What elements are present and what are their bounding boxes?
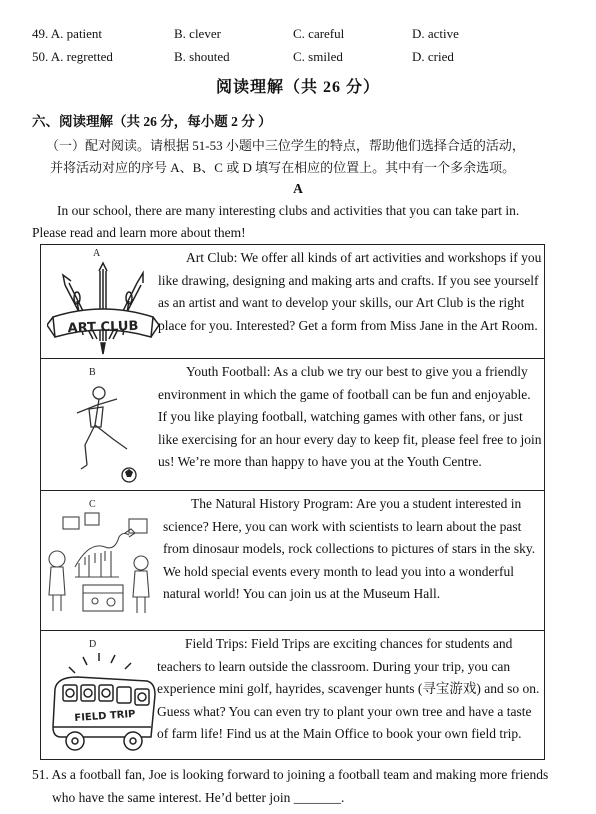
activities-table (40, 244, 545, 760)
activity-a-line: like drawing, designing and making arts and crafts. If you see yourself (158, 272, 539, 288)
activity-a (41, 245, 544, 358)
q50-option-a: 50. A. regretted (32, 49, 113, 64)
activity-letter: B (89, 367, 96, 378)
activity-a-line: as an artist and want to develop your skills, our Art Club is the right (158, 295, 525, 310)
activity-d-line: Guess what? You can even try to plant your own tree and have a taste (157, 703, 532, 719)
activity-d-text (157, 633, 542, 746)
art-club-logo-icon (47, 261, 159, 356)
question-51-line-1: 51. As a football fan, Joe is looking forward to joining a football team and making more friends (32, 767, 549, 782)
intro-line-2: Please read and learn more about them! (32, 225, 246, 240)
activity-b-line: like exercising for an hour every day to keep fit, please feel free to join (158, 431, 542, 447)
activity-a-text (158, 247, 542, 337)
bus-text: FIELD TRIP (74, 708, 136, 725)
activity-c-line: from dinosaur models, rock collections to pictures of stars in the sky. (163, 541, 536, 556)
passage-label: A (293, 181, 303, 196)
instruction-line-2: 并将活动对应的序号 A、B、C 或 D 填写在相应的位置上。其中有一个多余选项。 (50, 160, 516, 175)
activity-c-line: The Natural History Program: Are you a student interested in (191, 496, 522, 511)
q50-option-c: C. smiled (293, 49, 343, 64)
activity-c (41, 490, 544, 630)
activity-a-line: place for you. Interested? Get a form from Miss Jane in the Art Room. (158, 317, 538, 333)
museum-dinosaur-icon (45, 511, 157, 617)
football-player-icon (61, 383, 141, 487)
activity-d-line: Field Trips: Field Trips are exciting chances for students and (185, 636, 513, 651)
activity-b-line: Youth Football: As a club we try our best to give you a friendly (186, 364, 528, 379)
q50-option-d: D. cried (412, 49, 454, 64)
activity-c-line: We hold special events every month to lead you into a wonderful (163, 563, 514, 579)
activity-letter: D (89, 639, 97, 650)
q49-option-d: D. active (412, 26, 459, 41)
instruction-line-1: （一）配对阅读。请根据 51-53 小题中三位学生的特点，帮助他们选择合适的活动， (46, 138, 525, 153)
activity-d-line: experience mini golf, hayrides, scavenger hunts (寻宝游戏) and so on. (157, 681, 540, 696)
part-heading: 六、阅读理解（共 26 分，每小题 2 分 ） (32, 114, 272, 129)
art-club-logo-text: ART CLUB (67, 318, 139, 337)
activity-b-line: us! We’re more than happy to have you at the Youth Centre. (158, 454, 482, 469)
activity-c-line: science? Here, you can work with scientists to learn about the past (163, 518, 522, 534)
activity-b-line: environment in which the game of football can be fun and enjoyable. (158, 386, 531, 402)
activity-b (41, 358, 544, 490)
intro-line-1: In our school, there are many interesting clubs and activities that you can take part in. (57, 203, 520, 218)
activity-b-text (158, 361, 542, 474)
section-title: 阅读理解（共 26 分） (215, 79, 380, 96)
activity-c-line: natural world! You can join us at the Museum Hall. (163, 586, 441, 601)
activity-d-line: teachers to learn outside the classroom. During your trip, you can (157, 658, 511, 674)
q49-option-a: 49. A. patient (32, 26, 103, 41)
activity-a-line: Art Club: We offer all kinds of art activities and workshops if you (186, 250, 542, 265)
q49-option-c: C. careful (293, 26, 345, 41)
activity-d (41, 630, 544, 761)
activity-letter: C (89, 499, 96, 510)
field-trip-bus-icon (47, 651, 159, 755)
activity-d-line: of farm life! Find us at the Main Office to book your own field trip. (157, 726, 522, 741)
activity-letter: A (93, 248, 101, 259)
q49-option-b: B. clever (174, 26, 221, 41)
activity-c-text (163, 493, 542, 606)
activity-b-line: If you like playing football, watching games with other fans, or just (158, 409, 523, 424)
q50-option-b: B. shouted (174, 49, 230, 64)
question-51-line-2: who have the same interest. He’d better join _______. (52, 790, 345, 805)
